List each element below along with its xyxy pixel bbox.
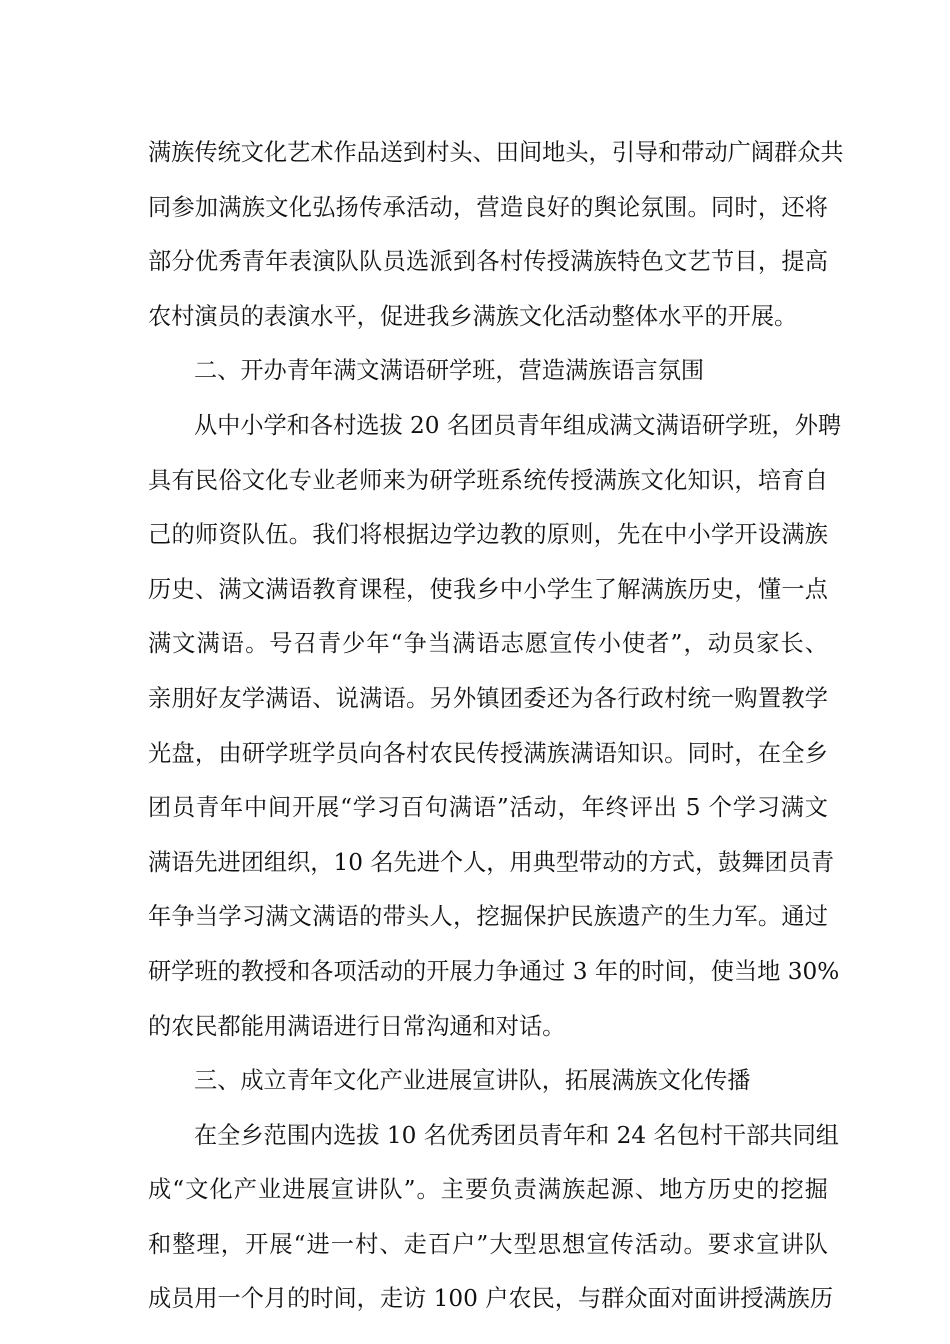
paragraph-line: 己的师资队伍。我们将根据边学边教的原则，先在中小学开设满族 <box>148 521 828 549</box>
paragraph-line: 部分优秀青年表演队队员选派到各村传授满族特色文艺节目，提高 <box>148 248 828 276</box>
paragraph-line: 和整理，开展“进一村、走百户”大型思想宣传活动。要求宣讲队 <box>148 1230 828 1258</box>
section-heading: 三、成立青年文化产业进展宣讲队，拓展满族文化传播 <box>194 1067 751 1095</box>
paragraph-line: 在全乡范围内选拔 10 名优秀团员青年和 24 名包村干部共同组 <box>194 1121 839 1149</box>
paragraph-line: 从中小学和各村选拔 20 名团员青年组成满文满语研学班，外聘 <box>194 411 842 439</box>
section-heading: 二、开办青年满文满语研学班，营造满族语言氛围 <box>194 357 705 385</box>
paragraph-line: 成员用一个月的时间，走访 100 户农民，与群众面对面讲授满族历 <box>148 1285 834 1313</box>
paragraph-line: 研学班的教授和各项活动的开展力争通过 3 年的时间，使当地 30% <box>148 957 840 985</box>
paragraph-line: 成“文化产业进展宣讲队”。主要负责满族起源、地方历史的挖掘 <box>148 1176 828 1204</box>
paragraph-line: 满语先进团组织，10 名先进个人，用典型带动的方式，鼓舞团员青 <box>148 848 835 876</box>
document-body <box>148 126 844 1327</box>
paragraph-line: 满族传统文化艺术作品送到村头、田间地头，引导和带动广阔群众共 <box>148 139 844 166</box>
paragraph-line: 历史、满文满语教育课程，使我乡中小学生了解满族历史，懂一点 <box>148 575 828 603</box>
paragraph-line: 团员青年中间开展“学习百句满语”活动，年终评出 5 个学习满文 <box>148 794 828 822</box>
paragraph-line: 具有民俗文化专业老师来为研学班系统传授满族文化知识，培育自 <box>148 466 828 494</box>
paragraph-line: 同参加满族文化弘扬传承活动，营造良好的舆论氛围。同时，还将 <box>148 193 828 221</box>
paragraph-line: 年争当学习满文满语的带头人，挖掘保护民族遗产的生力军。通过 <box>148 903 828 931</box>
paragraph-line: 的农民都能用满语进行日常沟通和对话。 <box>148 1012 566 1040</box>
paragraph-line: 光盘，由研学班学员向各村农民传授满族满语知识。同时，在全乡 <box>148 739 828 767</box>
paragraph-line: 满文满语。号召青少年“争当满语志愿宣传小使者”，动员家长、 <box>148 630 828 658</box>
paragraph-line: 亲朋好友学满语、说满语。另外镇团委还为各行政村统一购置教学 <box>148 684 828 712</box>
paragraph-line: 农村演员的表演水平，促进我乡满族文化活动整体水平的开展。 <box>148 302 798 330</box>
